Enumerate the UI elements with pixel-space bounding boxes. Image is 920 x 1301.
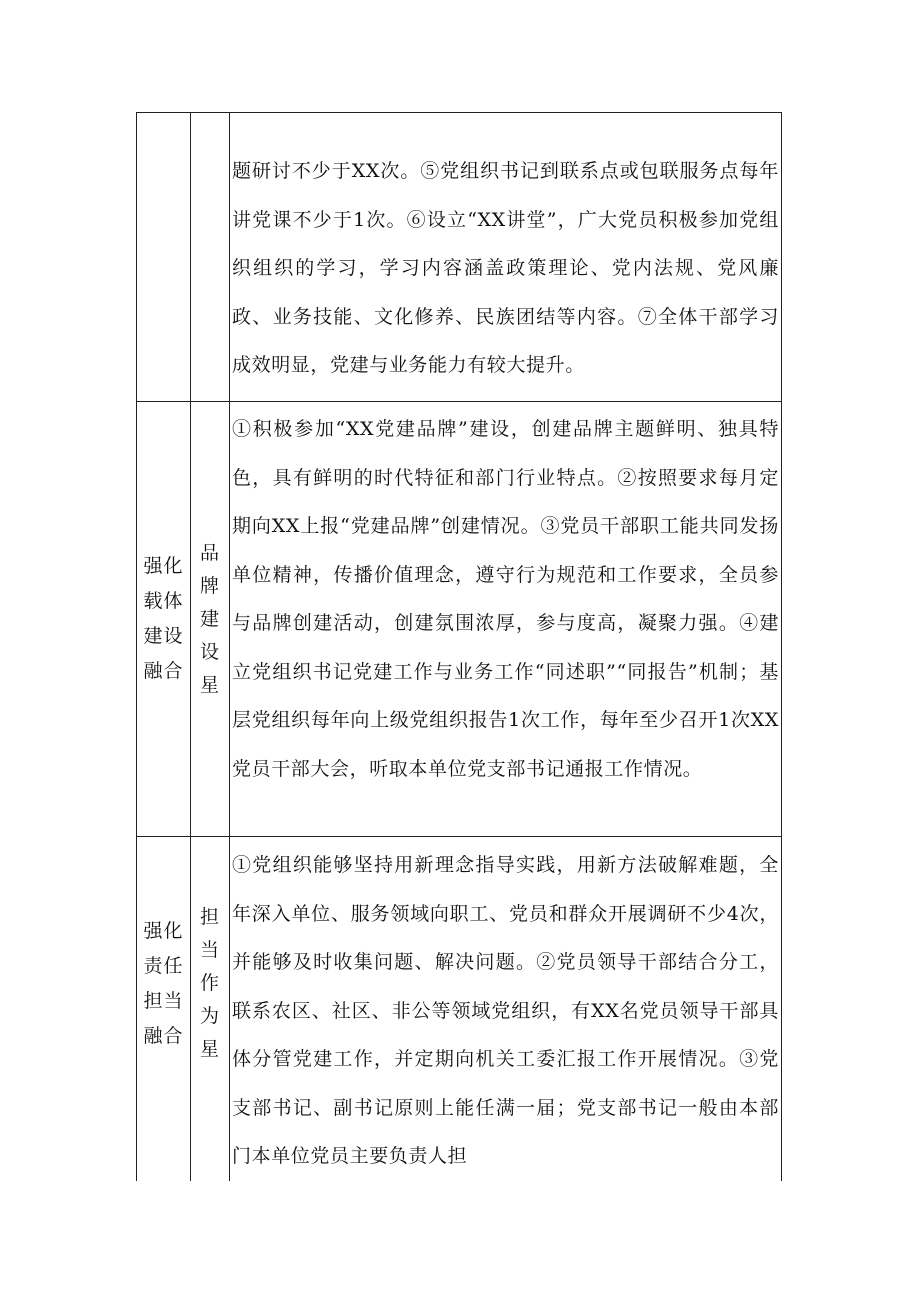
star-cell <box>191 113 230 402</box>
star-label: 品牌建设星 <box>199 541 220 696</box>
table-row <box>137 837 782 1181</box>
evaluation-table <box>136 112 782 1181</box>
category-cell <box>137 402 191 837</box>
star-label: 担当作为星 <box>199 906 220 1060</box>
category-cell <box>137 837 191 1181</box>
content-cell <box>230 113 782 402</box>
category-label: 强化载体建设融合 <box>143 555 184 682</box>
category-cell <box>137 113 191 402</box>
table-row <box>137 402 782 837</box>
content-cell <box>230 402 782 837</box>
table-row <box>137 113 782 402</box>
criteria-text: ①党组织能够坚持用新理念指导实践，用新方法破解难题，全年深入单位、服务领域向职工、党员和群众开展调研不少4次，并能够及时收集问题、解决问题。②党员领导干部结合分工，联系农区、社区、非公等领域党组织，有XX名党员领导干部具体分管党建工作，并定期向机关工委汇报工作开展情况。③党支部书记、副书记原则上能任满一届；党支部书记一般由本部门本单位党员主要负责人担 <box>232 854 779 1167</box>
star-cell <box>191 402 230 837</box>
star-cell <box>191 837 230 1181</box>
criteria-text: 题研讨不少于XX次。⑤党组织书记到联系点或包联服务点每年讲党课不少于1次。⑥设立“XX讲堂”，广大党员积极参加党组织组织的学习，学习内容涵盖政策理论、党内法规、党风廉政、业务技能、文化修养、民族团结等内容。⑦全体干部学习成效明显，党建与业务能力有较大提升。 <box>232 160 779 376</box>
content-cell <box>230 837 782 1181</box>
category-label: 强化责任担当融合 <box>143 920 184 1047</box>
criteria-text: ①积极参加“XX党建品牌”建设，创建品牌主题鲜明、独具特色，具有鲜明的时代特征和部门行业特点。②按照要求每月定期向XX上报“党建品牌”创建情况。③党员干部职工能共同发扬单位精神，传播价值理念，遵守行为规范和工作要求，全员参与品牌创建活动，创建氛围浓厚，参与度高，凝聚力强。④建立党组织书记党建工作与业务工作“同述职”“同报告”机制；基层党组织每年向上级党组织报告1次工作，每年至少召开1次XX党员干部大会，听取本单位党支部书记通报工作情况。 <box>232 418 779 780</box>
